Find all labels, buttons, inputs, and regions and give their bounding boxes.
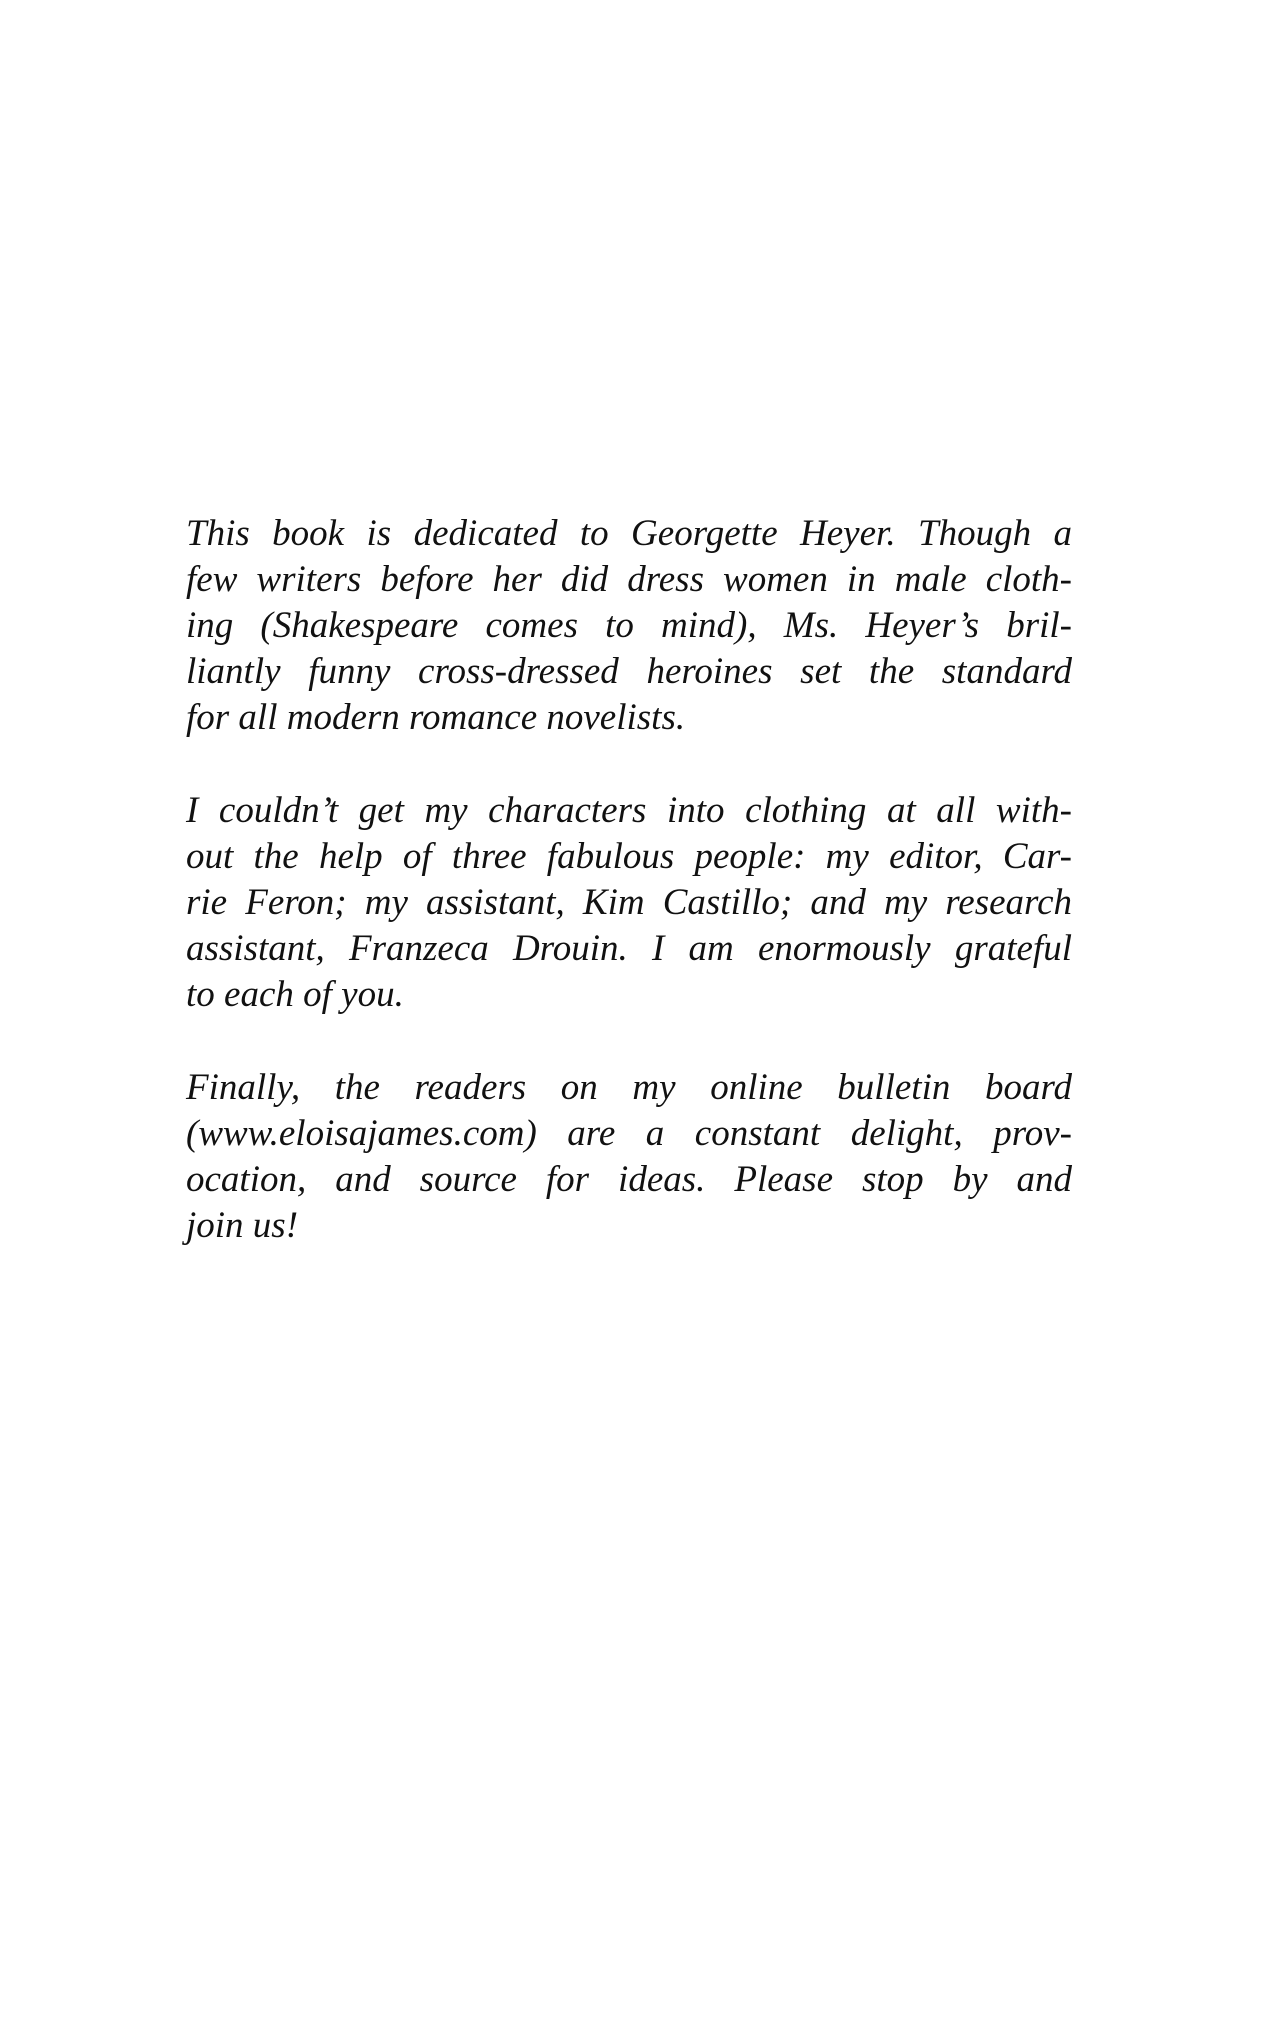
text-line: out the help of three fabulous people: my editor, Car-: [186, 836, 1072, 877]
paragraph-gap: [186, 741, 1072, 788]
text-line: join us!: [186, 1205, 299, 1246]
text-line: liantly funny cross-dressed heroines set the standard: [186, 651, 1072, 692]
text-line: ocation, and source for ideas. Please stop by and: [186, 1159, 1072, 1200]
dedication-block: [186, 511, 1072, 1249]
text-line: rie Feron; my assistant, Kim Castillo; and my research: [186, 882, 1072, 923]
text-line: ing (Shakespeare comes to mind), Ms. Heyer’s bril-: [186, 605, 1072, 646]
text-line: Finally, the readers on my online bulletin board: [186, 1067, 1072, 1108]
text-line: for all modern romance novelists.: [186, 697, 686, 738]
text-line: assistant, Franzeca Drouin. I am enormously grateful: [186, 928, 1072, 969]
text-line: to each of you.: [186, 974, 404, 1015]
text-line: (www.eloisajames.com) are a constant delight, prov-: [186, 1113, 1072, 1154]
text-line: This book is dedicated to Georgette Heyer. Though a: [186, 513, 1072, 554]
paragraph-gap: [186, 1018, 1072, 1065]
paragraph-acknowledgements: [186, 788, 1072, 1018]
paragraph-dedication: [186, 511, 1072, 741]
text-line: I couldn’t get my characters into clothing at all with-: [186, 790, 1072, 831]
paragraph-readers: [186, 1065, 1072, 1249]
text-line: few writers before her did dress women in male cloth-: [186, 559, 1072, 600]
